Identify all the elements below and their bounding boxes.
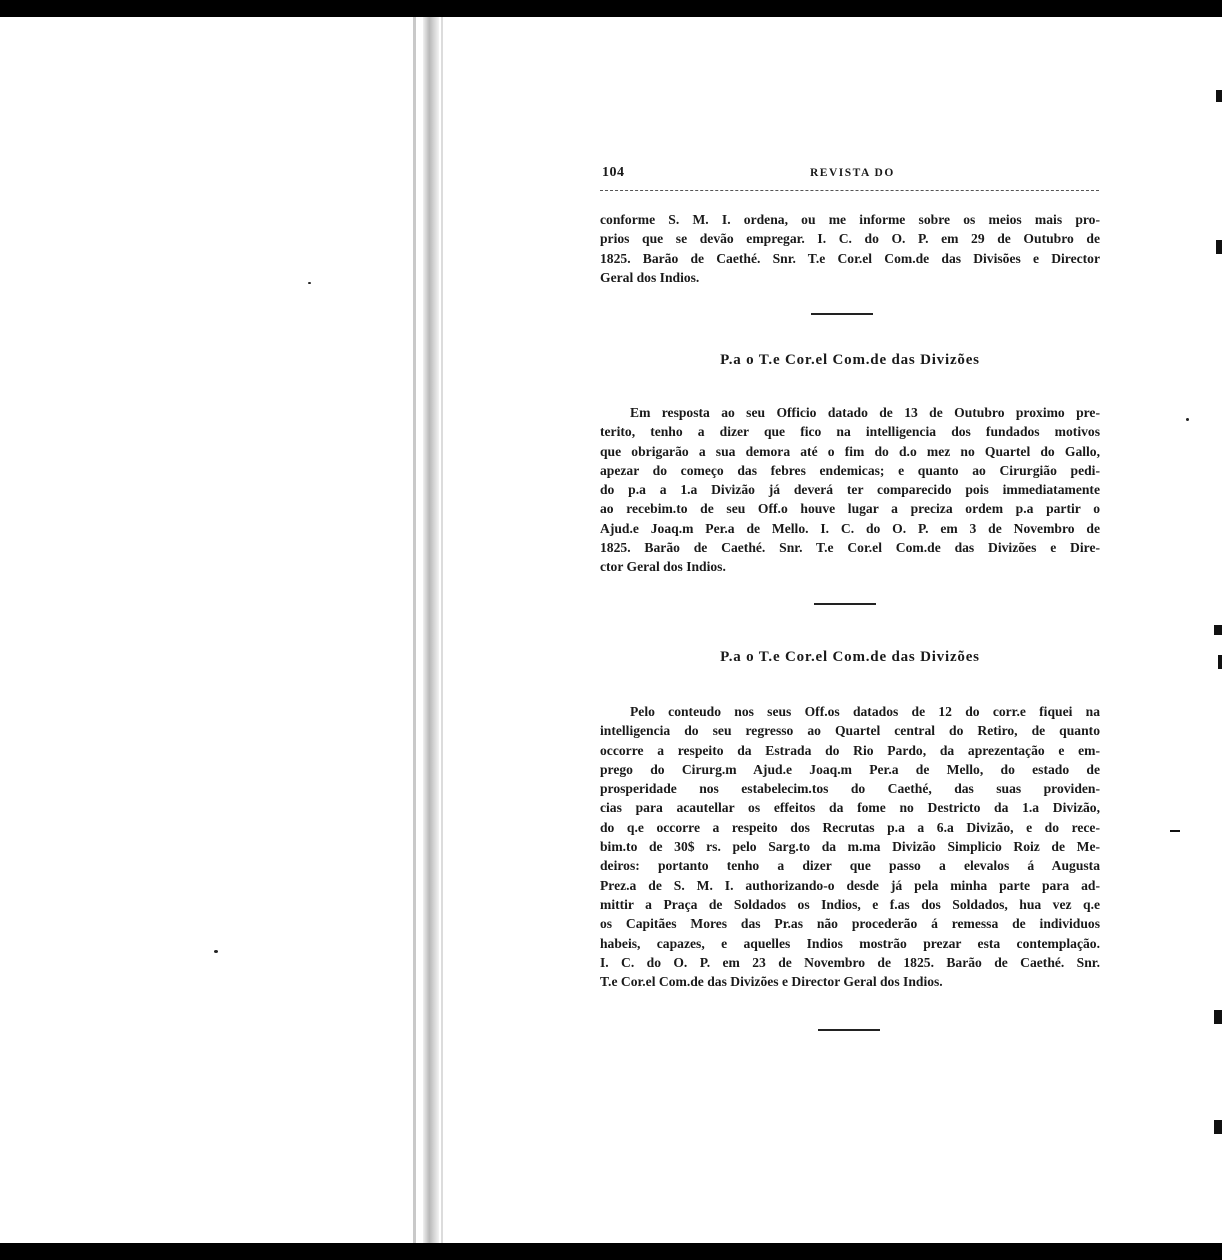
page-number: 104	[602, 165, 625, 180]
book-gutter-line	[413, 17, 416, 1243]
letter-heading: P.a o T.e Cor.el Com.de das Divizões	[720, 352, 980, 368]
text-line: cias para acautellar os effeitos da fome no Destricto da 1.a Divizão,	[600, 800, 1100, 816]
running-title: REVISTA DO	[810, 167, 895, 179]
book-gutter-line	[441, 17, 443, 1243]
text-line: Ajud.e Joaq.m Per.a de Mello. I. C. do O. P. em 3 de Novembro de	[600, 520, 1100, 536]
text-line: 1825. Barão de Caethé. Snr. T.e Cor.el Com.de das Divizões e Dire-	[600, 540, 1100, 556]
text-line: Prez.a de S. M. I. authorizando-o desde já pela minha parte para ad-	[600, 877, 1100, 893]
text-line: 1825. Barão de Caethé. Snr. T.e Cor.el Com.de das Divisões e Director	[600, 250, 1100, 266]
text-line: mittir a Praça de Soldados os Indios, e f.as dos Soldados, hua vez q.e	[600, 896, 1100, 912]
scan-edge-mark	[1170, 830, 1180, 832]
text-line: bim.to de 30$ rs. pelo Sarg.to da m.ma Divizão Simplicio Roiz de Me-	[600, 839, 1100, 855]
letter-continuation	[600, 210, 1100, 287]
section-separator	[818, 1029, 880, 1031]
scan-edge-mark	[1218, 655, 1222, 669]
letter-body	[600, 403, 1100, 577]
text-line: prosperidade nos estabelecim.tos do Caethé, das suas providen-	[600, 781, 1100, 797]
text-line: habeis, capazes, e aquelles Indios mostrão prezar esta contemplação.	[600, 935, 1100, 951]
text-line: occorre a respeito da Estrada do Rio Pardo, da aprezentação e em-	[600, 742, 1100, 758]
text-line: T.e Cor.el Com.de das Divizões e Director Geral dos Indios.	[600, 974, 943, 990]
section-separator	[814, 603, 876, 605]
text-line: ctor Geral dos Indios.	[600, 559, 726, 575]
text-line: do q.e occorre a respeito dos Recrutas p.a a 6.a Divizão, e do rece-	[600, 819, 1100, 835]
text-line: I. C. do O. P. em 23 de Novembro de 1825. Barão de Caethé. Snr.	[600, 954, 1100, 970]
scan-edge-mark	[1214, 625, 1222, 635]
text-line: ao recebim.to de seu Off.o houve lugar a preciza ordem p.a partir o	[600, 501, 1100, 517]
scan-edge-mark	[1216, 90, 1222, 102]
text-line: os Capitães Mores das Pr.as não procederão á remessa de individuos	[600, 916, 1100, 932]
section-separator	[811, 313, 873, 315]
scan-speck	[1186, 418, 1189, 421]
text-line: Pelo conteudo nos seus Off.os datados de 12 do corr.e fiquei na	[630, 704, 1100, 719]
text-line: Geral dos Indios.	[600, 269, 700, 285]
letter-body	[600, 702, 1100, 991]
book-spine	[423, 17, 439, 1243]
text-line: prios que se devão empregar. I. C. do O. P. em 29 de Outubro de	[600, 231, 1100, 247]
scan-border-bottom	[0, 1243, 1222, 1260]
text-line: intelligencia do seu regresso ao Quartel central do Retiro, de quanto	[600, 723, 1100, 739]
text-line: Em resposta ao seu Officio datado de 13 de Outubro proximo pre-	[630, 405, 1100, 420]
text-line: que obrigarão a sua demora até o fim do d.o mez no Quartel do Gallo,	[600, 443, 1100, 459]
text-line: deiros: portanto tenho a dizer que passo a elevalos á Augusta	[600, 858, 1100, 874]
text-line: terito, tenho a dizer que fico na intelligencia dos fundados motivos	[600, 424, 1100, 440]
text-line: apezar do começo das febres endemicas; e quanto ao Cirurgião pedi-	[600, 462, 1100, 478]
scan-edge-mark	[1214, 1010, 1222, 1024]
text-line: conforme S. M. I. ordena, ou me informe sobre os meios mais pro-	[600, 212, 1100, 227]
letter-heading: P.a o T.e Cor.el Com.de das Divizões	[720, 649, 980, 665]
text-line: prego do Cirurg.m Ajud.e Joaq.m Per.a de Mello, do estado de	[600, 761, 1100, 777]
scan-speck	[308, 282, 311, 284]
scan-speck	[214, 950, 218, 953]
text-line: do p.a a 1.a Divizão já deverá ter comparecido pois immediatamente	[600, 482, 1100, 498]
scan-border-top	[0, 0, 1222, 17]
header-rule	[600, 190, 1099, 191]
scan-edge-mark	[1216, 240, 1222, 254]
page-header	[600, 165, 1100, 185]
scan-edge-mark	[1214, 1120, 1222, 1134]
